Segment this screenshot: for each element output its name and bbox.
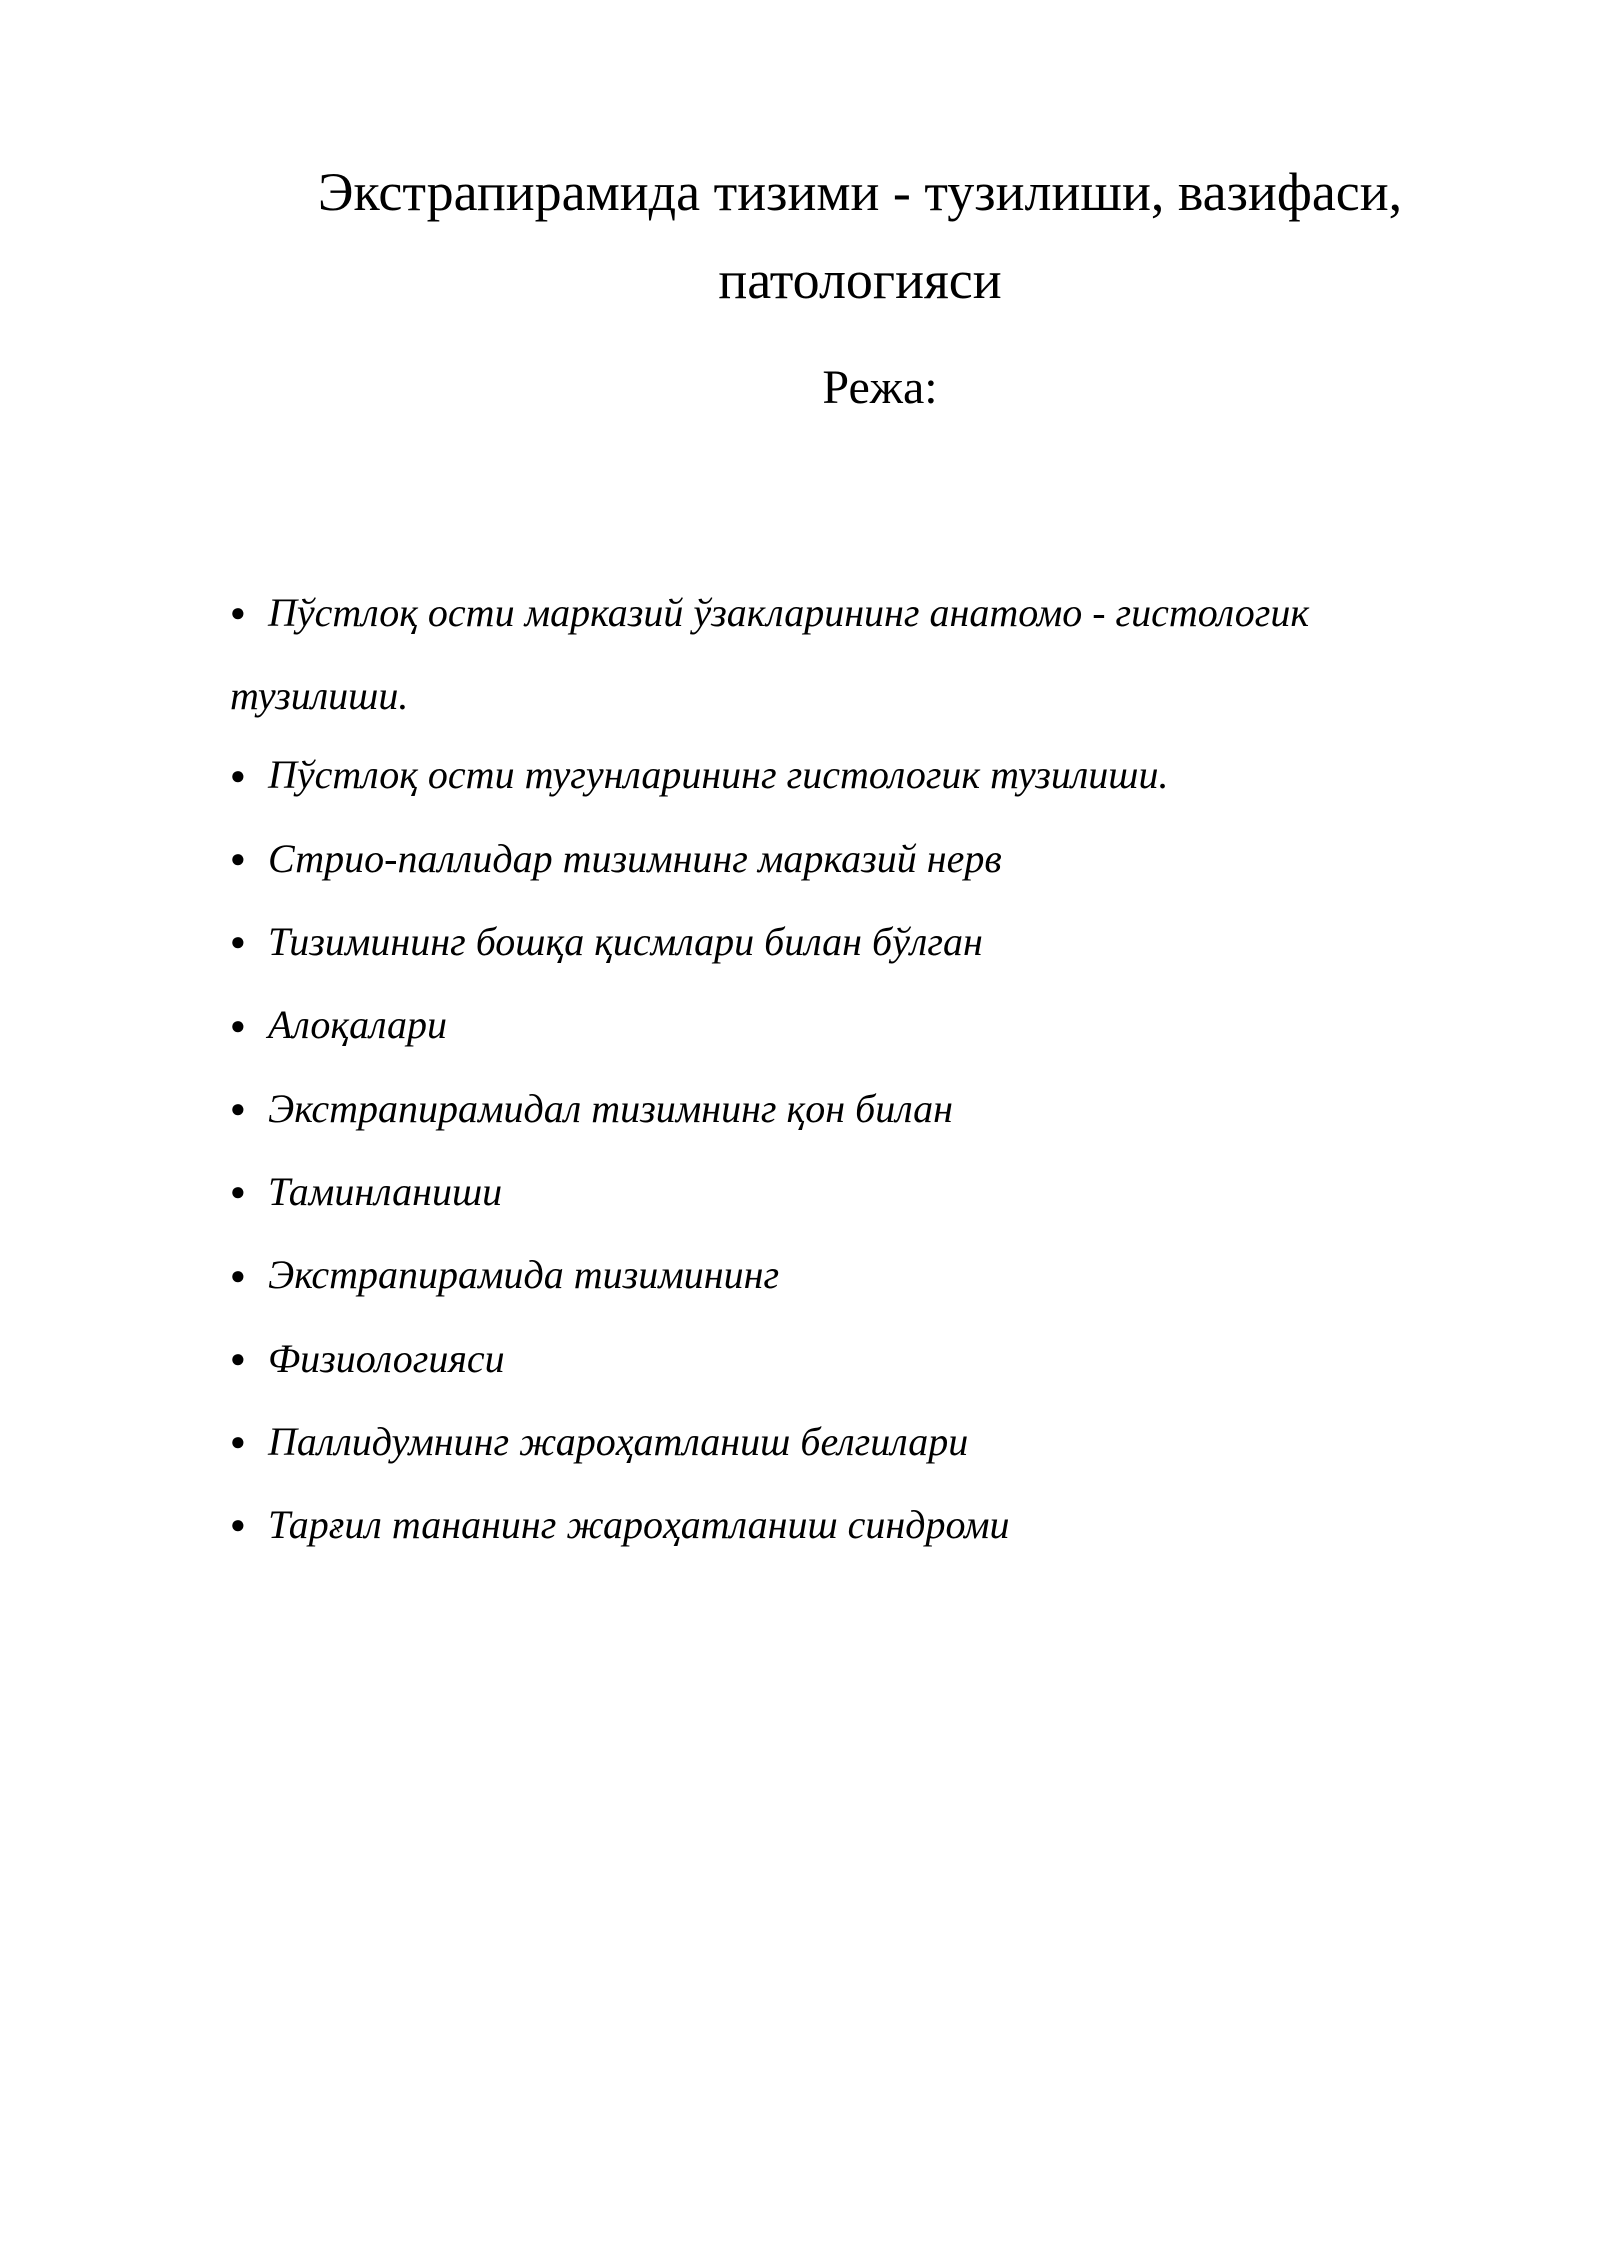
- plan-item: [230, 1485, 1430, 1568]
- bullet-icon: ●: [230, 1010, 246, 1040]
- plan-item: [230, 902, 1430, 985]
- plan-item: [230, 1319, 1430, 1402]
- bullet-icon: ●: [230, 1343, 246, 1373]
- bullet-icon: ●: [230, 1260, 246, 1290]
- plan-heading: Режа:: [822, 361, 938, 414]
- bullet-icon: ●: [230, 927, 246, 957]
- plan-item-text: Стрио-паллидар тизимнинг марказий нерв: [268, 835, 1002, 881]
- plan-item: [230, 1069, 1430, 1152]
- plan-item-text: Пўстлоқ ости тугунларининг гистологик тузилиши.: [268, 752, 1169, 798]
- plan-item: [230, 1235, 1430, 1318]
- document-title: Экстрапирамида тизими - тузилиши, вазифаси, патологияси: [317, 162, 1403, 310]
- plan-list: [230, 573, 1430, 1568]
- bullet-icon: ●: [230, 1427, 246, 1457]
- plan-item-text: Экстрапирамида тизимининг: [268, 1252, 780, 1298]
- bullet-icon: ●: [230, 843, 246, 873]
- plan-item: [230, 1152, 1430, 1235]
- bullet-icon: ●: [230, 760, 246, 790]
- bullet-icon: ●: [230, 598, 246, 628]
- bullet-icon: ●: [230, 1510, 246, 1540]
- plan-item: [230, 819, 1430, 902]
- plan-item-text: Экстрапирамидал тизимнинг қон билан: [268, 1085, 953, 1131]
- bullet-icon: ●: [230, 1093, 246, 1123]
- bullet-icon: ●: [230, 1177, 246, 1207]
- plan-item-text: Таминланиши: [268, 1168, 503, 1214]
- plan-item: [230, 1402, 1430, 1485]
- plan-item-text: Паллидумнинг жароҳатланиш белгилари: [268, 1418, 969, 1464]
- plan-item-text: Пўстлоқ ости марказий ўзакларининг анатомо - гистологик тузилиши.: [230, 590, 1310, 719]
- plan-item-text: Тизимининг бошқа қисмлари билан бўлган: [268, 918, 983, 964]
- plan-item-text: Тарғил тананинг жароҳатланиш синдроми: [268, 1502, 1010, 1548]
- plan-item: [230, 985, 1430, 1068]
- plan-item-text: Алоқалари: [268, 1002, 448, 1048]
- plan-item: [230, 735, 1430, 818]
- plan-item: [230, 573, 1430, 735]
- plan-item-text: Физиологияси: [268, 1335, 505, 1381]
